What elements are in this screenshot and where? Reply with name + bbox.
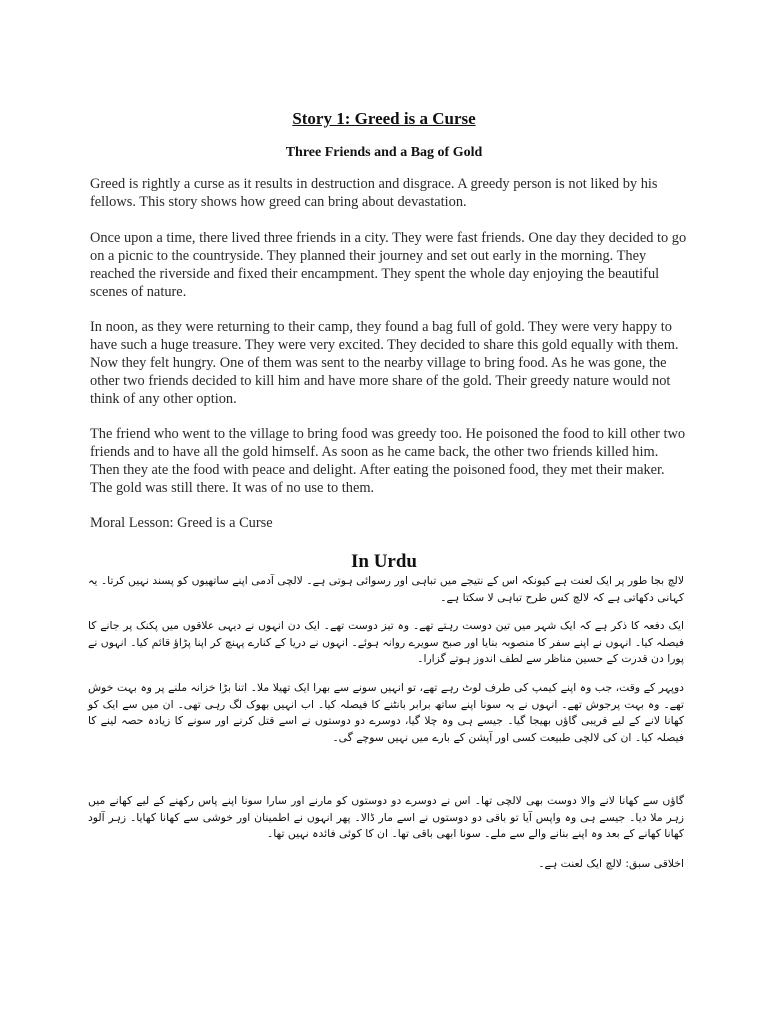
paragraph-intro: Greed is rightly a curse as it results in destruction and disgrace. A greedy person is not liked by his fellows. This story shows how greed can bring about devastation. <box>90 176 658 210</box>
story-subtitle: Three Friends and a Bag of Gold <box>285 145 483 160</box>
paragraph-moral: Moral Lesson: Greed is a Curse <box>90 515 273 531</box>
paragraph-friends: Once upon a time, there lived three friends in a city. They were fast friends. One day they decided to go on a picnic to the countryside. They planned their journey and set out early in the morning. They reached the riverside and fixed their encampment. They spent the whole day enjoying the beautiful scenes of nature. <box>90 230 687 300</box>
urdu-paragraph-intro: لالچ بجا طور پر ایک لعنت ہے کیونکہ اس کے نتیجے میں تباہی اور رسوائی ہوتی ہے۔ لالچی آدمی اپنے ساتھیوں کو پسند نہیں کرتا۔ یہ کہانی دکھاتی ہے کہ لالچ کس طرح تباہی لا سکتا ہے۔ <box>88 574 684 604</box>
urdu-paragraph-moral: اخلاقی سبق: لالچ ایک لعنت ہے۔ <box>538 857 684 870</box>
urdu-paragraph-gold: دوپہر کے وقت، جب وہ اپنے کیمپ کی طرف لوٹ رہے تھے، تو انہیں سونے سے بھرا ایک تھیلا ملا۔ اتنا بڑا خزانہ ملنے پر وہ بہت خوش تھے۔ وہ بہت پرجوش تھے۔ انہوں نے یہ سونا اپنے ساتھ برابر بانٹنے کا فیصلہ کیا۔ اب انہیں بھوک لگ رہی تھی۔ ان میں سے ایک کو کھانا لانے کے لیے قریبی گاؤں بھیجا گیا۔ جیسے ہی وہ چلا گیا، دوسرے دو دوستوں نے اسے قتل کرنے اور سونے کا زیادہ حصہ لینے کا فیصلہ کیا۔ ان کی لالچی طبیعت کسی اور آپشن کے بارے میں نہیں سوچے گی۔ <box>88 681 684 744</box>
story-title: Story 1: Greed is a Curse <box>292 109 476 128</box>
paragraph-gold: In noon, as they were returning to their camp, they found a bag full of gold. They were very happy to have such a huge treasure. They were very excited. They decided to share this gold equally with them. Now they felt hungry. One of them was sent to the nearby village to bring food. As he was gone, the other two friends decided to kill him and have more share of the gold. Their greedy nature would not think of any other option. <box>90 319 679 407</box>
urdu-heading: In Urdu <box>351 551 417 572</box>
urdu-paragraph-poison: گاؤں سے کھانا لانے والا دوست بھی لالچی تھا۔ اس نے دوسرے دو دوستوں کو مارنے اور سارا سونا اپنے پاس رکھنے کے لیے کھانے میں زہر ملا دیا۔ جیسے ہی وہ واپس آیا تو باقی دو دوستوں نے اسے مار ڈالا۔ پھر انہوں نے اطمینان اور خوشی سے کھانا کھایا۔ زہر آلود کھانا کھانے کے بعد وہ اپنے بنانے والے سے ملے۔ سونا ابھی باقی تھا۔ ان کا کوئی فائدہ نہیں تھا۔ <box>88 794 684 840</box>
urdu-paragraph-friends: ایک دفعہ کا ذکر ہے کہ ایک شہر میں تین دوست رہتے تھے۔ وہ تیز دوست تھے۔ ایک دن انہوں نے دیہی علاقوں میں پکنک پر جانے کا فیصلہ کیا۔ انہوں نے اپنے سفر کا منصوبہ بنایا اور صبح سویرے روانہ ہوئے۔ انہوں نے دریا کے کنارے پہنچ کر اپنا پڑاؤ قائم کیا۔ انہوں نے پورا دن قدرت کے حسین مناظر سے لطف اندوز ہوتے گزارا۔ <box>88 619 684 665</box>
paragraph-poison: The friend who went to the village to bring food was greedy too. He poisoned the food to kill other two friends and to have all the gold himself. As soon as he came back, the other two friends killed him. Then they ate the food with peace and delight. After eating the poisoned food, they met their maker. The gold was still there. It was of no use to them. <box>90 426 686 496</box>
